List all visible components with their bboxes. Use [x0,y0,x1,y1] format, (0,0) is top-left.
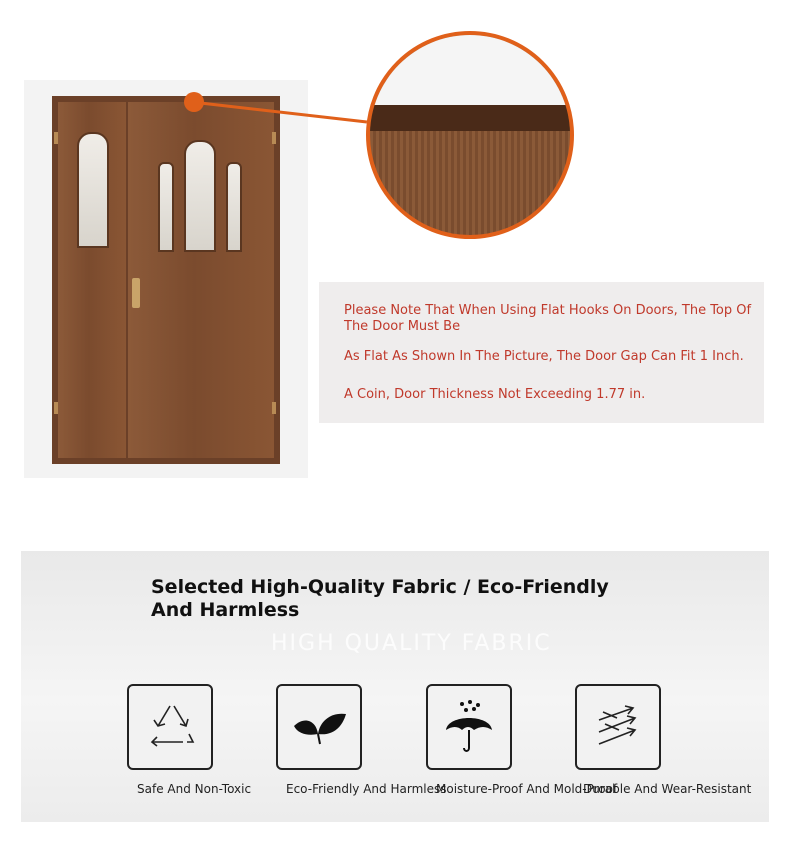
zoom-door-top-edge [370,105,570,131]
hinge-icon [54,402,58,414]
door-glass-small-right [226,162,242,252]
feature-label: Durable And Wear-Resistant [583,782,752,796]
callout-dot [184,92,204,112]
note-box [319,282,764,423]
umbrella-icon [426,684,512,770]
feature-label: Eco-Friendly And Harmless [286,782,447,796]
door-left-leaf [58,102,126,458]
note-line-1: Please Note That When Using Flat Hooks On Doors, The Top Of The Door Must Be [344,303,752,334]
hinge-icon [54,132,58,144]
fabric-section [21,551,769,822]
hinge-icon [272,402,276,414]
feature-label: Moisture-Proof And Mold-Proof [436,782,618,796]
door-glass-center [184,140,216,252]
door-handle-icon [132,278,140,308]
note-line-3: A Coin, Door Thickness Not Exceeding 1.77 in. [344,387,646,402]
arrows-icon [575,684,661,770]
fabric-title: Selected High-Quality Fabric / Eco-Friendly And Harmless [151,576,609,621]
leaf-icon [276,684,362,770]
door-right-leaf [128,102,274,458]
recycle-icon [127,684,213,770]
zoom-detail-circle [366,31,574,239]
hinge-icon [272,132,276,144]
door-illustration [52,96,280,464]
door-glass-small-left [158,162,174,252]
feature-label: Safe And Non-Toxic [137,782,252,796]
door-glass-left [77,132,109,248]
note-line-2: As Flat As Shown In The Picture, The Door Gap Can Fit 1 Inch. [344,349,744,364]
zoom-background [370,35,570,105]
fabric-subtitle: HIGH QUALITY FABRIC [271,631,552,656]
